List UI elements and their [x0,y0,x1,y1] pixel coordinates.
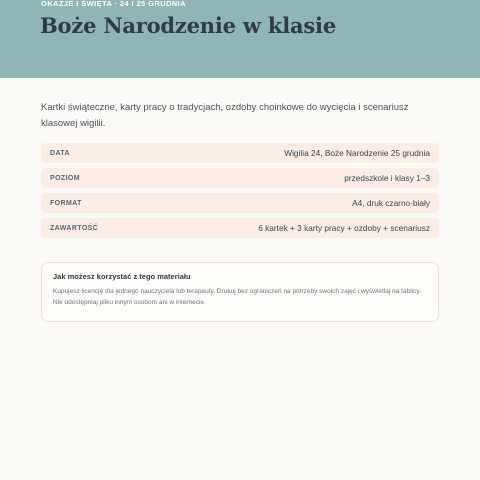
detail-row-date [41,143,439,163]
product-description: Kartki świąteczne, karty pracy o tradycjach, ozdoby choinkowe do wycięcia i scenariusz klasowej wigilii. [41,102,409,129]
page-title: Boże Narodzenie w klasie [40,13,336,38]
detail-value: przedszkole i klasy 1–3 [344,173,430,183]
detail-value: A4, druk czarno-biały [352,198,430,208]
license-card [41,262,439,322]
details-list [41,143,439,243]
detail-value: 6 kartek + 3 karty pracy + ozdoby + scenariusz [258,223,430,233]
detail-row-contents [41,218,439,238]
category-eyebrow: OKAZJE I ŚWIĘTA · 24 I 25 GRUDNIA [41,0,186,8]
detail-label: ZAWARTOŚĆ [50,224,99,232]
detail-row-level [41,168,439,188]
detail-label: POZIOM [50,174,81,182]
detail-label: FORMAT [50,199,82,207]
page-header [0,0,480,78]
detail-row-format [41,193,439,213]
detail-label: DATA [50,149,71,157]
detail-value: Wigilia 24, Boże Narodzenie 25 grudnia [284,148,430,158]
license-text: Kupujesz licencję dla jednego nauczyciela lub terapeuty. Drukuj bez ograniczeń na potrzeby swoich zajęć i wyświetlaj na tablicy. Nie udostępniaj pliku innym osobom ani w internecie. [53,288,421,306]
license-title: Jak możesz korzystać z tego materiału [53,272,191,281]
